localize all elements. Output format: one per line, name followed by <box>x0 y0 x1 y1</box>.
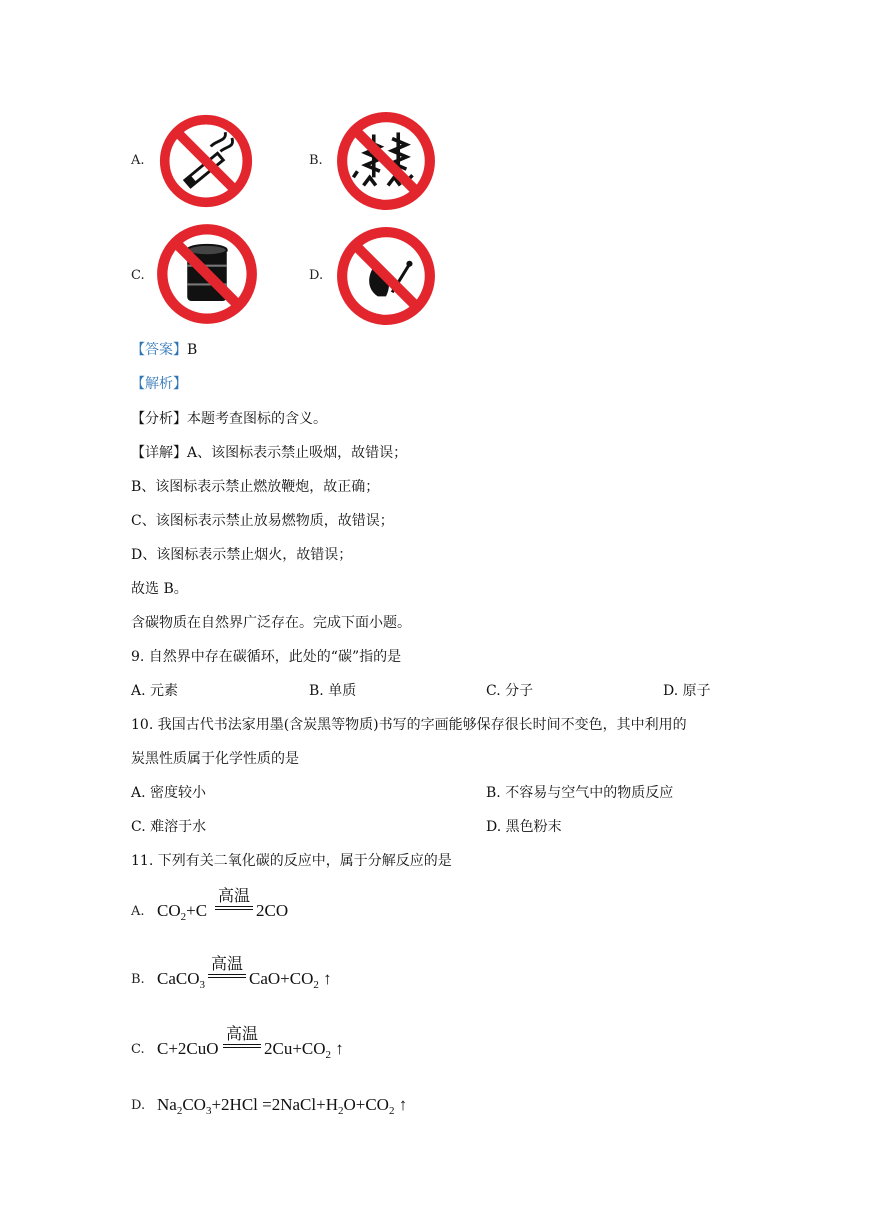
answer-label: 【答案】 <box>131 342 187 358</box>
xiangjie-line-b: B、该图标表示禁止燃放鞭炮，故正确； <box>131 479 380 495</box>
no-fireworks-icon <box>335 110 437 212</box>
intro-text: 含碳物质在自然界广泛存在。完成下面小题。 <box>131 615 411 631</box>
option-b-letter: B. <box>309 153 323 168</box>
no-open-flame-icon <box>335 225 437 327</box>
q10-option-d: D. 黑色粉末 <box>486 819 562 835</box>
q9-option-d: D. 原子 <box>663 683 711 699</box>
q11-product-c: $2Cu+CO_2$ ↑ <box>264 1039 344 1061</box>
q10-option-b: B. 不容易与空气中的物质反应 <box>486 785 674 801</box>
q9-option-a: A. 元素 <box>131 683 179 699</box>
q10-option-a: A. 密度较小 <box>131 785 207 801</box>
q11-product-b: $CaO+CO_2$ ↑ <box>249 969 332 991</box>
q11-product-a: 2CO <box>256 901 289 920</box>
q11-option-d-letter: D. <box>131 1098 146 1113</box>
xiangjie-line-c: C、该图标表示禁止放易燃物质，故错误； <box>131 513 394 529</box>
fenxi-label: 【分析】 <box>131 411 187 427</box>
option-d-letter: D. <box>309 268 324 283</box>
q9-stem: 9. 自然界中存在碳循环，此处的“碳”指的是 <box>131 649 402 665</box>
q11-condition-c: 高温 <box>223 1025 261 1048</box>
fenxi-line <box>131 409 327 429</box>
analysis-label: 【解析】 <box>131 376 187 392</box>
q11-equation-c: C+2CuO <box>157 1039 219 1058</box>
xiangjie-line <box>131 443 407 463</box>
no-flammables-icon <box>155 222 259 326</box>
q10-stem-line1: 10. 我国古代书法家用墨(含炭黑等物质)书写的字画能够保存很长时间不变色，其中利用的 <box>131 717 687 733</box>
xiangjie-line-a: A、该图标表示禁止吸烟，故错误； <box>187 445 408 461</box>
q11-condition-b: 高温 <box>208 955 246 978</box>
q11-equation-d: $Na_2CO_3+2HCl$ $=2NaCl+H_2O+CO_2$ ↑ <box>157 1095 408 1117</box>
q11-equation-a: $CO_2+C$ <box>157 901 208 923</box>
no-smoking-icon <box>158 113 254 209</box>
q10-stem-line2: 炭黑性质属于化学性质的是 <box>131 751 299 767</box>
xiangjie-conclusion: 故选 B。 <box>131 581 188 597</box>
q11-condition-a: 高温 <box>215 887 253 910</box>
q9-option-c: C. 分子 <box>486 683 534 699</box>
q10-option-c: C. 难溶于水 <box>131 819 207 835</box>
xiangjie-line-d: D、该图标表示禁止烟火，故错误； <box>131 547 353 563</box>
q11-option-b-letter: B. <box>131 972 145 987</box>
fenxi-text: 本题考查图标的含义。 <box>187 411 327 427</box>
answer-line <box>131 340 197 360</box>
q9-option-b: B. 单质 <box>309 683 357 699</box>
option-a-letter: A. <box>131 153 145 168</box>
q11-option-a-letter: A. <box>131 904 145 919</box>
option-c-letter: C. <box>131 268 145 283</box>
q11-option-c-letter: C. <box>131 1042 145 1057</box>
answer-value: B <box>187 342 198 358</box>
xiangjie-label: 【详解】 <box>131 445 187 461</box>
q11-equation-b: CaCO$_3$ <box>157 969 205 991</box>
q11-stem: 11. 下列有关二氧化碳的反应中，属于分解反应的是 <box>131 853 452 869</box>
